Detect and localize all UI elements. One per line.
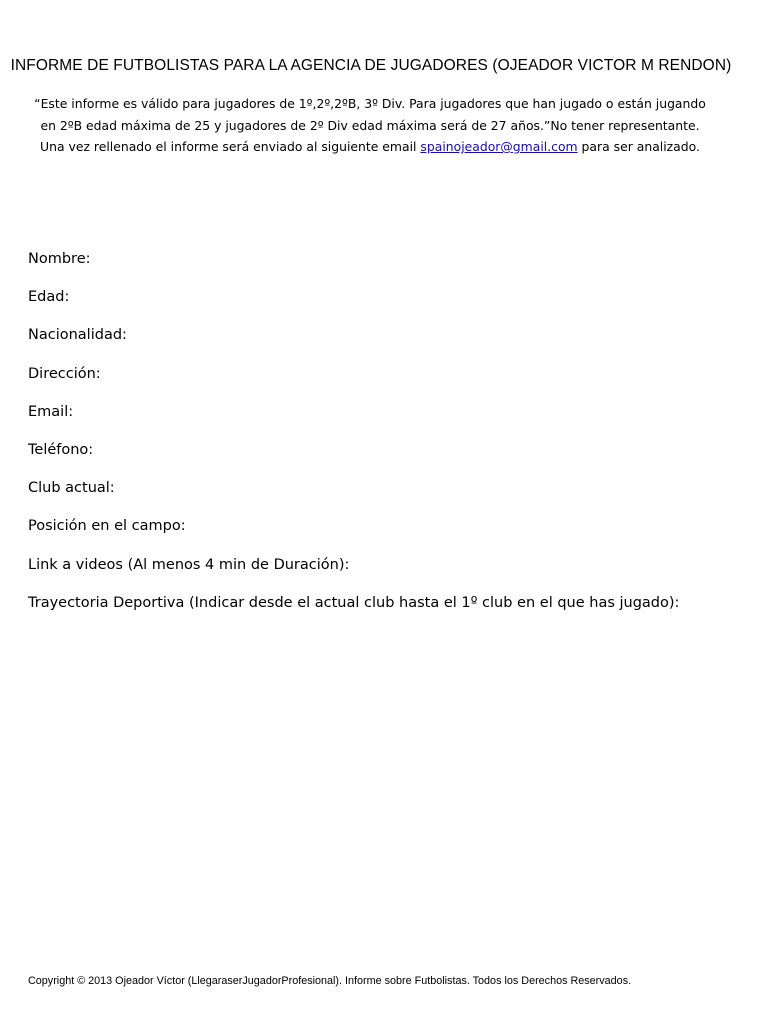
field-trayectoria: Trayectoria Deportiva (Indicar desde el actual club hasta el 1º club en el que has jugado): <box>28 594 680 611</box>
intro-line-3-before: Una vez rellenado el informe será enviado al siguiente email <box>40 139 421 154</box>
intro-line-3-after: para ser analizado. <box>577 139 700 154</box>
intro-line-3 <box>20 136 720 158</box>
field-link-videos: Link a videos (Al menos 4 min de Duración): <box>28 556 350 573</box>
intro-line-2: en 2ºB edad máxima de 25 y jugadores de 2º Div edad máxima será de 27 años.”No tener representante. <box>40 117 700 133</box>
document-title: INFORME DE FUTBOLISTAS PARA LA AGENCIA DE JUGADORES (OJEADOR VICTOR M RENDON) <box>10 57 732 74</box>
form-fields <box>28 248 748 630</box>
email-link[interactable]: spainojeador@gmail.com <box>420 139 578 154</box>
intro-paragraph <box>20 93 720 158</box>
field-club-actual: Club actual: <box>28 480 115 497</box>
copyright-footer: Copyright © 2013 Ojeador Víctor (LlegaraserJugadorProfesional). Informe sobre Futbolistas. Todos los Derechos Reservados. <box>28 975 632 987</box>
field-telefono: Teléfono: <box>28 441 94 458</box>
field-email: Email: <box>28 403 74 420</box>
field-direccion: Dirección: <box>28 365 101 382</box>
field-posicion: Posición en el campo: <box>28 518 186 535</box>
field-nacionalidad: Nacionalidad: <box>28 327 127 344</box>
field-nombre: Nombre: <box>28 251 91 267</box>
field-edad: Edad: <box>28 289 70 306</box>
intro-line-1: “Este informe es válido para jugadores de 1º,2º,2ºB, 3º Div. Para jugadores que han jugado o están jugando <box>34 96 706 111</box>
